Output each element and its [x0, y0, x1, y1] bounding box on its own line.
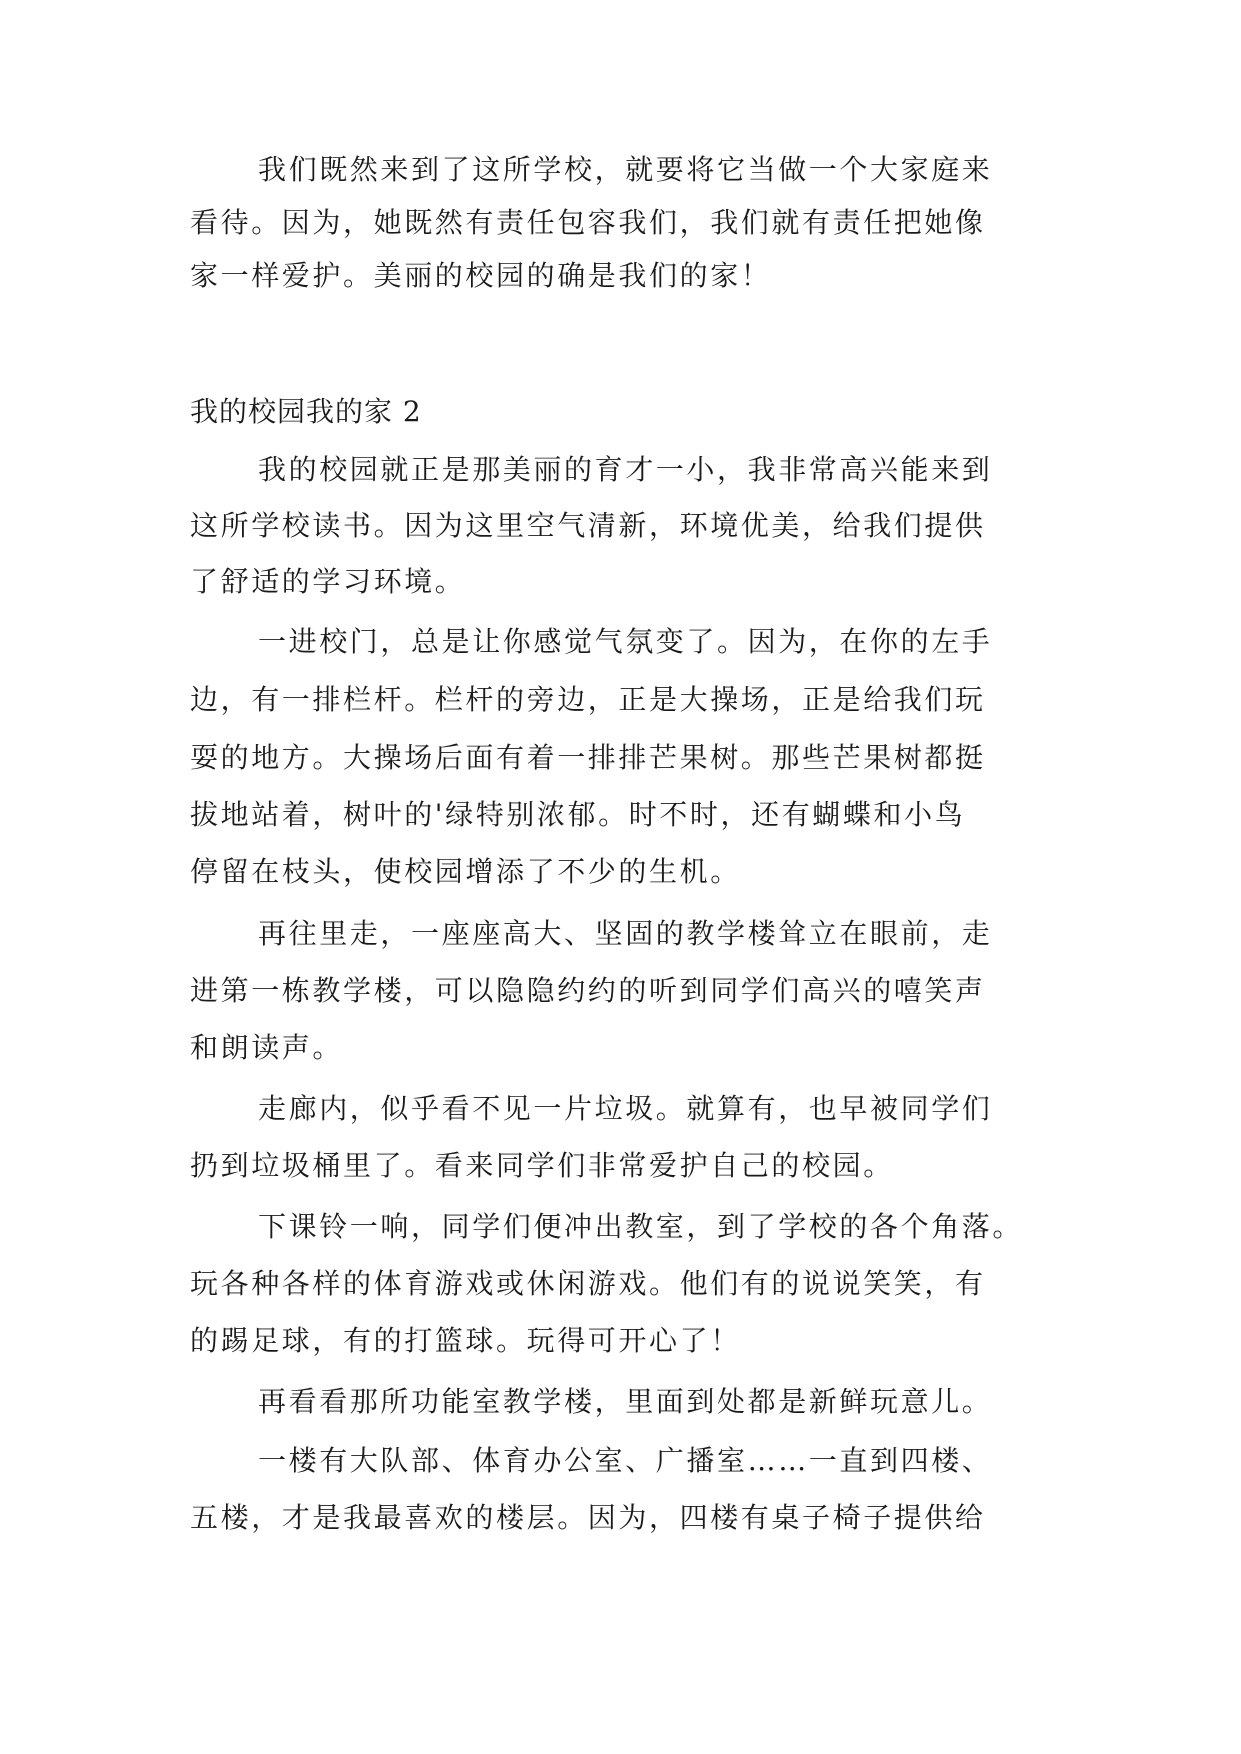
paragraph-line: 玩各种各样的体育游戏或休闲游戏。他们有的说说笑笑，有 — [190, 1267, 986, 1300]
paragraph-line: 再看看那所功能室教学楼，里面到处都是新鲜玩意儿。 — [258, 1385, 993, 1418]
paragraph-line: 我们既然来到了这所学校，就要将它当做一个大家庭来 — [258, 153, 993, 186]
paragraph-line: 五楼，才是我最喜欢的楼层。因为，四楼有桌子椅子提供给 — [190, 1501, 986, 1534]
paragraph-line: 下课铃一响，同学们便冲出教室，到了学校的各个角落。 — [258, 1210, 1024, 1243]
paragraph-line: 进第一栋教学楼，可以隐隐约约的听到同学们高兴的嘻笑声 — [190, 974, 986, 1007]
paragraph-line: 这所学校读书。因为这里空气清新，环境优美，给我们提供 — [190, 509, 986, 542]
paragraph-line: 边，有一排栏杆。栏杆的旁边，正是大操场，正是给我们玩 — [190, 683, 986, 716]
paragraph-line: 耍的地方。大操场后面有着一排排芒果树。那些芒果树都挺 — [190, 741, 986, 774]
paragraph-line: 和朗读声。 — [190, 1031, 344, 1064]
paragraph-line: 一楼有大队部、体育办公室、广播室……一直到四楼、 — [258, 1444, 993, 1477]
paragraph-line: 了舒适的学习环境。 — [190, 565, 466, 598]
paragraph-line: 一进校门，总是让你感觉气氛变了。因为，在你的左手 — [258, 625, 993, 658]
paragraph-line: 我的校园就正是那美丽的育才一小，我非常高兴能来到 — [258, 453, 993, 486]
paragraph-line: 停留在枝头，使校园增添了不少的生机。 — [190, 855, 741, 888]
section-heading: 我的校园我的家 2 — [190, 395, 422, 428]
paragraph-line: 扔到垃圾桶里了。看来同学们非常爱护自己的校园。 — [190, 1149, 894, 1182]
paragraph-line: 家一样爱护。美丽的校园的确是我们的家！ — [190, 259, 772, 292]
paragraph-line: 的踢足球，有的打篮球。玩得可开心了！ — [190, 1324, 741, 1357]
paragraph-line: 看待。因为，她既然有责任包容我们，我们就有责任把她像 — [190, 206, 986, 239]
paragraph-line: 拔地站着，树叶的'绿特别浓郁。时不时，还有蝴蝶和小鸟 — [190, 798, 966, 831]
paragraph-line: 走廊内，似乎看不见一片垃圾。就算有，也早被同学们 — [258, 1092, 993, 1125]
paragraph-line: 再往里走，一座座高大、坚固的教学楼耸立在眼前，走 — [258, 917, 993, 950]
